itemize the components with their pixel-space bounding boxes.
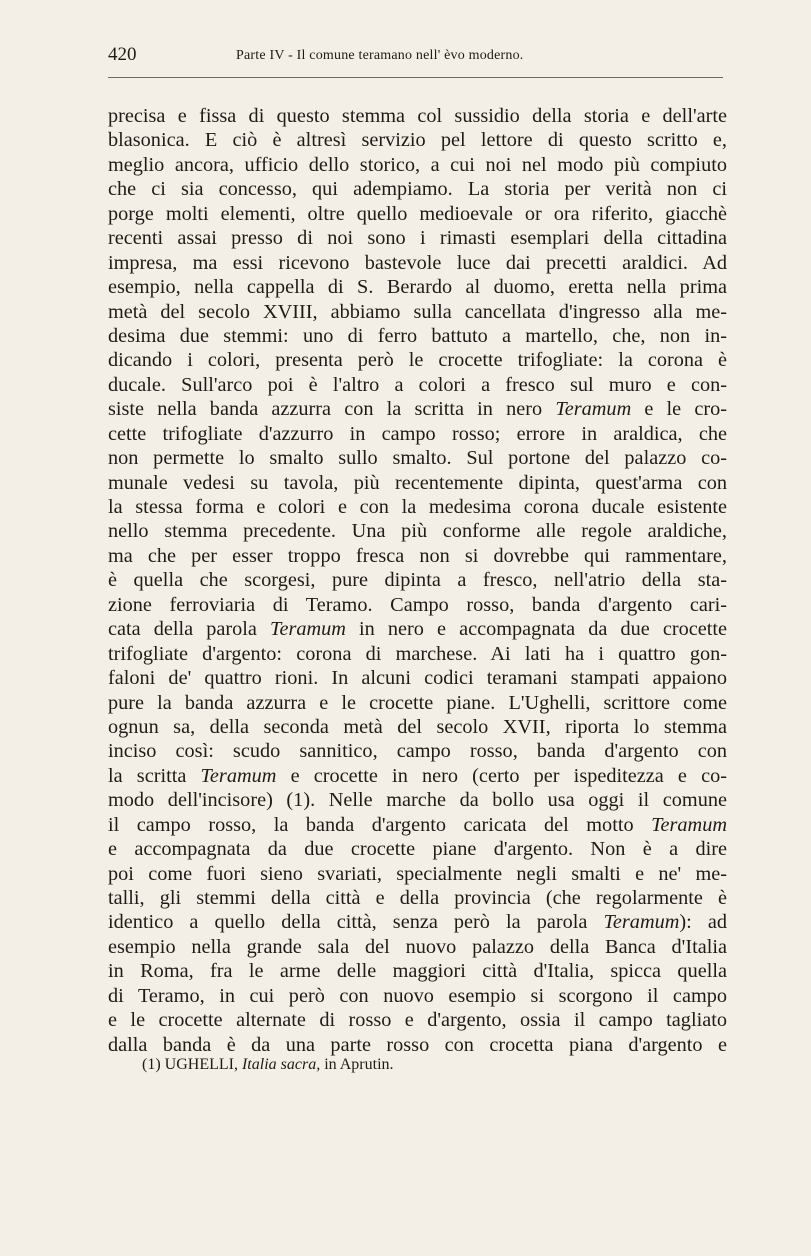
text-line: trifogliate d'argento: corona di marchese. Ai lati ha i quattro gon-: [108, 642, 727, 665]
italic-word: Teramum: [555, 398, 632, 421]
text-line: munale vedesi su tavola, più recentemente dipinta, quest'arma con: [108, 471, 727, 494]
text-line: e le crocette alternate di rosso e d'argento, ossia il campo tagliato: [108, 1009, 727, 1032]
text-line: cette trifogliate d'azzurro in campo rosso; errore in araldica, che: [108, 422, 727, 445]
text-line: il campo rosso, la banda d'argento caricata del motto Teramum: [108, 813, 727, 836]
page-header: [108, 44, 723, 74]
text-line: inciso così: scudo sannitico, campo rosso, banda d'argento con: [108, 740, 727, 763]
text-line: la stessa forma e colori e con la medesima corona ducale esistente: [108, 496, 727, 518]
running-head: Parte IV - Il comune teramano nell' èvo moderno.: [236, 48, 524, 63]
text-line: impresa, ma essi ricevono bastevole luce dai precetti araldici. Ad: [108, 251, 727, 274]
text-line: cata della parola Teramum in nero e accompagnata da due crocette: [108, 618, 727, 641]
text-line: che ci sia concesso, qui adempiamo. La storia per verità non ci: [108, 178, 727, 201]
footnote: [142, 1056, 702, 1074]
text-line: dalla banda è da una parte rosso con crocetta piana d'argento e: [108, 1033, 727, 1056]
text-line: dicando i colori, presenta però le crocette trifogliate: la corona è: [108, 349, 727, 372]
text-line: la scritta Teramum e crocette in nero (certo per ispeditezza e co-: [108, 764, 727, 787]
text-line: blasonica. E ciò è altresì servizio pel lettore di questo scritto e,: [108, 129, 727, 152]
text-line: è quella che scorgesi, pure dipinta a fresco, nell'atrio della sta-: [108, 569, 727, 592]
text-line: zione ferroviaria di Teramo. Campo rosso, banda d'argento cari-: [108, 593, 727, 616]
text-line: porge molti elementi, oltre quello medioevale or ora riferito, giacchè: [108, 202, 727, 225]
footnote-rest: in Aprutin.: [324, 1056, 394, 1073]
footnote-title: Italia sacra,: [241, 1056, 321, 1073]
text-line: talli, gli stemmi della città e della provincia (che regolarmente è: [108, 887, 727, 909]
text-line: poi come fuori sieno svariati, specialmente negli smalti e ne' me-: [108, 862, 727, 885]
italic-word: Teramum: [603, 911, 680, 934]
text-line: identico a quello della città, senza però la parola Teramum): ad: [108, 911, 727, 934]
text-line: e accompagnata da due crocette piane d'argento. Non è a dire: [108, 838, 727, 861]
text-line: faloni de' quattro rioni. In alcuni codici teramani stampati appaiono: [108, 667, 727, 690]
text-line: metà del secolo XVIII, abbiamo sulla cancellata d'ingresso alla me-: [108, 300, 727, 323]
footnote-marker: (1): [142, 1056, 161, 1073]
text-line: in Roma, fra le arme delle maggiori città d'Italia, spicca quella: [108, 960, 727, 983]
text-line: recenti assai presso di noi sono i rimasti esemplari della cittadina: [108, 227, 727, 250]
page-number: 420: [108, 44, 137, 65]
text-line: non permette lo smalto sullo smalto. Sul portone del palazzo co-: [108, 447, 727, 470]
body-text: [108, 104, 727, 1057]
text-line: desima due stemmi: uno di ferro battuto a martello, che, non in-: [108, 324, 727, 347]
text-line: esempio, nella cappella di S. Berardo al duomo, eretta nella prima: [108, 276, 727, 299]
text-line: ma che per esser troppo fresca non si dovrebbe qui rammentare,: [108, 544, 727, 567]
text-line: meglio ancora, ufficio dello storico, a cui noi nel modo più compiuto: [108, 153, 727, 176]
italic-word: Teramum: [200, 764, 277, 787]
text-line: modo dell'incisore) (1). Nelle marche da bollo usa oggi il comune: [108, 789, 727, 812]
text-line: esempio nella grande sala del nuovo palazzo della Banca d'Italia: [108, 935, 727, 958]
header-rule: [108, 77, 723, 78]
text-line: siste nella banda azzurra con la scritta in nero Teramum e le cro-: [108, 398, 727, 421]
italic-word: Teramum: [270, 618, 346, 641]
text-line: ognun sa, della seconda metà del secolo XVII, riporta lo stemma: [108, 715, 727, 738]
text-line: di Teramo, in cui però con nuovo esempio si scorgono il campo: [108, 984, 727, 1007]
text-line: precisa e fissa di questo stemma col sussidio della storia e dell'arte: [108, 105, 727, 127]
text-line: ducale. Sull'arco poi è l'altro a colori a fresco sul muro e con-: [108, 373, 727, 396]
text-line: nello stemma precedente. Una più conforme alle regole araldiche,: [108, 520, 727, 543]
text-line: pure la banda azzurra e le crocette piane. L'Ughelli, scrittore come: [108, 691, 727, 714]
footnote-author: UGHELLI,: [164, 1056, 238, 1073]
italic-word: Teramum: [651, 813, 727, 836]
